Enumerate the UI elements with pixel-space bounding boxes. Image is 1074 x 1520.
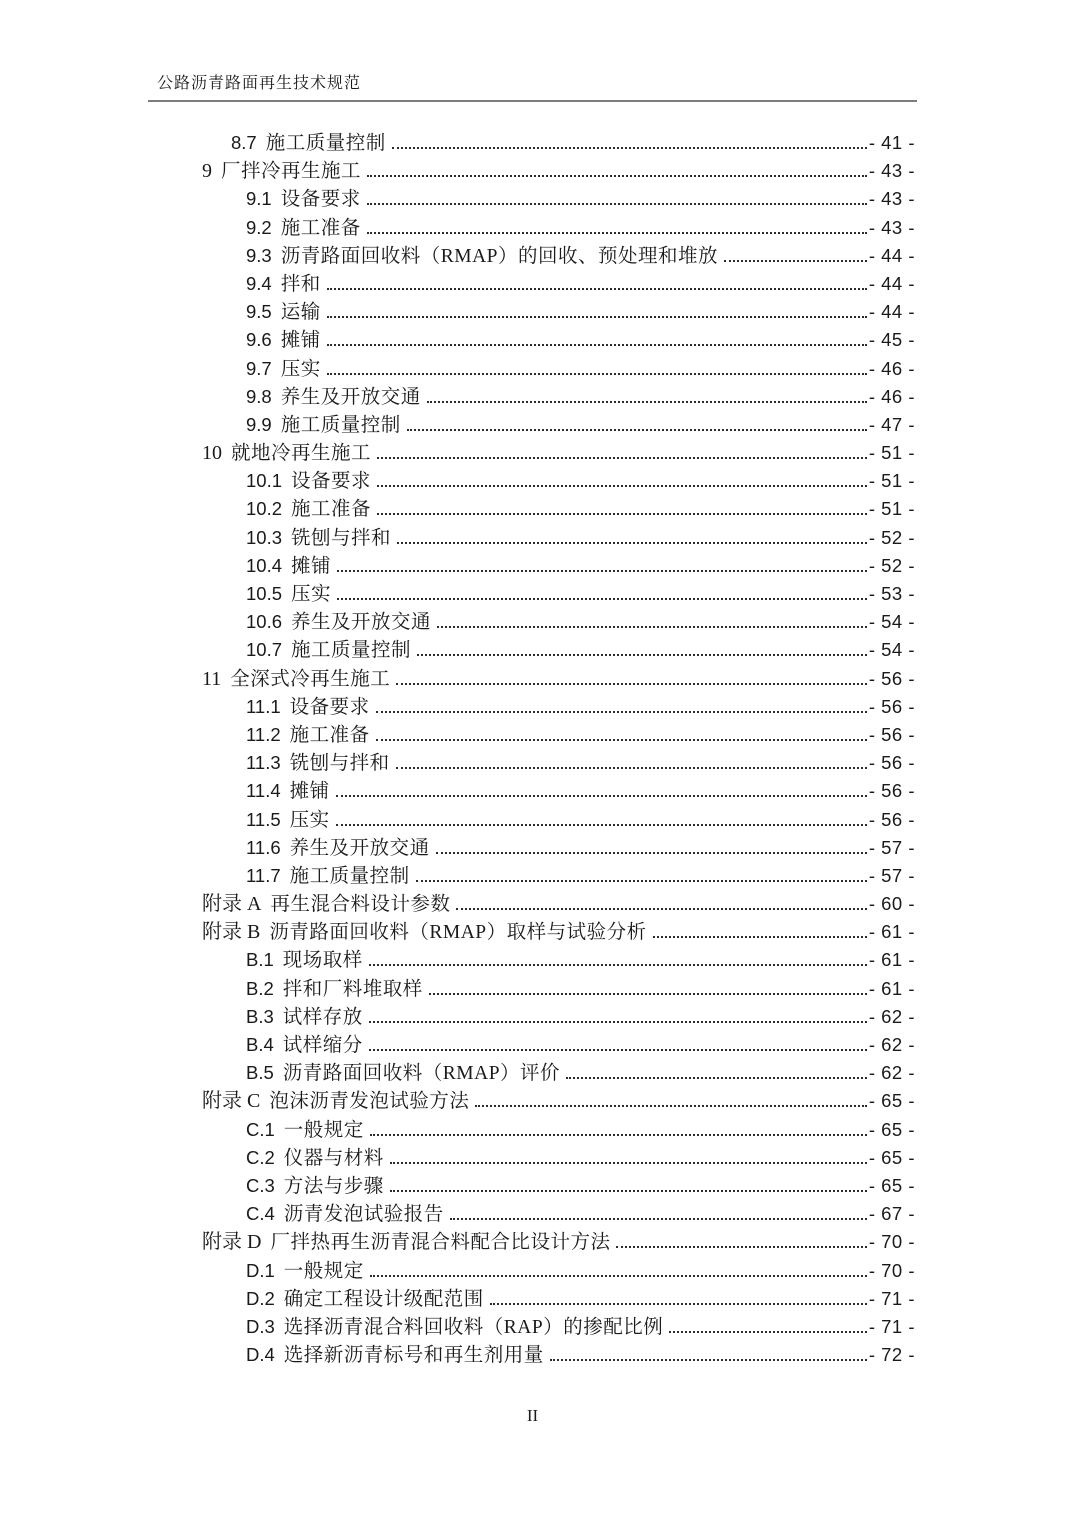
toc-entry-page: - 57 - bbox=[868, 864, 915, 886]
toc-entry-number: 附录 C bbox=[202, 1090, 261, 1113]
toc-entry[interactable] bbox=[202, 918, 915, 946]
leader-dots bbox=[367, 170, 867, 177]
toc-entry-number: 附录 D bbox=[202, 1231, 262, 1254]
toc-entry-number: D.4 bbox=[246, 1344, 275, 1366]
toc-entry-page: - 62 - bbox=[868, 1005, 915, 1027]
toc-entry-number: C.1 bbox=[246, 1118, 275, 1140]
leader-dots bbox=[390, 1185, 867, 1192]
toc-entry-page: - 72 - bbox=[868, 1344, 915, 1366]
toc-entry-title: 仪器与材料 bbox=[283, 1147, 384, 1169]
leader-dots bbox=[367, 198, 867, 205]
toc-entry[interactable] bbox=[202, 749, 915, 777]
toc-entry[interactable] bbox=[202, 1228, 915, 1256]
toc-entry-page: - 70 - bbox=[868, 1259, 915, 1281]
toc-entry-title: 试样缩分 bbox=[282, 1035, 363, 1056]
toc-entry-page: - 57 - bbox=[868, 836, 915, 858]
toc-entry-title: 压实 bbox=[291, 584, 332, 605]
toc-entry[interactable] bbox=[202, 580, 915, 608]
leader-dots bbox=[550, 1354, 867, 1361]
toc-entry-title: 施工准备 bbox=[280, 217, 361, 239]
leader-dots bbox=[396, 678, 867, 685]
toc-entry[interactable] bbox=[202, 1341, 915, 1369]
toc-entry-number: B.3 bbox=[246, 1005, 274, 1027]
toc-entry[interactable] bbox=[202, 129, 915, 157]
toc-entry-title: 养生及开放交通 bbox=[280, 386, 421, 408]
toc-entry-number: 9.4 bbox=[246, 272, 272, 294]
toc-entry-page: - 54 - bbox=[868, 611, 915, 633]
toc-entry[interactable] bbox=[202, 383, 915, 411]
toc-entry-number: C.3 bbox=[246, 1174, 275, 1196]
toc-entry[interactable] bbox=[202, 975, 915, 1003]
leader-dots bbox=[566, 1072, 867, 1079]
leader-dots bbox=[370, 1129, 867, 1136]
toc-entry-page: - 71 - bbox=[868, 1287, 915, 1309]
leader-dots bbox=[407, 424, 867, 431]
toc-entry[interactable] bbox=[202, 467, 915, 495]
toc-entry[interactable] bbox=[202, 806, 915, 834]
toc-entry[interactable] bbox=[202, 721, 915, 749]
toc-entry-title: 摊铺 bbox=[289, 781, 330, 803]
toc-entry[interactable] bbox=[202, 185, 915, 213]
toc-entry-title: 确定工程设计级配范围 bbox=[283, 1288, 484, 1310]
toc-entry-page: - 52 - bbox=[868, 554, 915, 576]
toc-entry[interactable] bbox=[202, 552, 915, 580]
toc-entry-page: - 44 - bbox=[868, 244, 915, 266]
toc-entry-title: 设备要求 bbox=[280, 189, 361, 211]
toc-entry-page: - 61 - bbox=[868, 977, 915, 999]
toc-entry-number: 9.1 bbox=[246, 188, 272, 210]
toc-entry[interactable] bbox=[202, 1285, 915, 1313]
toc-entry[interactable] bbox=[202, 355, 915, 383]
toc-entry[interactable] bbox=[202, 214, 915, 242]
toc-entry-title: 厂拌冷再生施工 bbox=[221, 161, 362, 183]
toc-entry-title: 选择新沥青标号和再生剂用量 bbox=[283, 1345, 544, 1367]
toc-entry[interactable] bbox=[202, 524, 915, 552]
toc-entry-number: 10 bbox=[202, 442, 222, 465]
toc-entry-page: - 61 - bbox=[868, 949, 915, 971]
toc-entry-number: 11.6 bbox=[246, 836, 281, 858]
toc-entry-page: - 51 - bbox=[868, 442, 915, 464]
leader-dots bbox=[337, 593, 867, 600]
leader-dots bbox=[390, 1157, 867, 1164]
toc-entry-number: 9.6 bbox=[246, 329, 272, 351]
toc-entry-title: 沥青路面回收料（RMAP）的回收、预处理和堆放 bbox=[280, 245, 718, 267]
toc-entry-page: - 56 - bbox=[868, 780, 915, 802]
toc-entry[interactable] bbox=[202, 890, 915, 918]
toc-entry-title: 设备要求 bbox=[291, 471, 372, 493]
leader-dots bbox=[376, 706, 867, 713]
toc-entry-number: B.1 bbox=[246, 949, 274, 971]
leader-dots bbox=[427, 396, 867, 403]
toc-entry-page: - 43 - bbox=[868, 216, 915, 238]
leader-dots bbox=[490, 1298, 867, 1305]
toc-entry-number: D.1 bbox=[246, 1259, 275, 1281]
toc-entry-number: 9.2 bbox=[246, 216, 272, 238]
toc-entry-number: 附录 A bbox=[202, 893, 262, 916]
toc-entry[interactable] bbox=[202, 326, 915, 354]
toc-entry[interactable] bbox=[202, 1313, 915, 1341]
toc-entry-number: 附录 B bbox=[202, 921, 261, 944]
toc-entry-title: 泡沫沥青发泡试验方法 bbox=[269, 1091, 470, 1113]
toc-entry-page: - 65 - bbox=[868, 1146, 915, 1168]
toc-entry-number: B.4 bbox=[246, 1034, 274, 1055]
toc-entry[interactable] bbox=[202, 439, 915, 467]
leader-dots bbox=[616, 1241, 866, 1248]
toc-entry-page: - 56 - bbox=[868, 695, 915, 717]
leader-dots bbox=[436, 847, 867, 854]
toc-entry-number: 11 bbox=[202, 667, 222, 690]
toc-entry-title: 一般规定 bbox=[283, 1119, 364, 1141]
leader-dots bbox=[392, 142, 867, 149]
toc-entry-title: 厂拌热再生沥青混合料配合比设计方法 bbox=[270, 1232, 611, 1254]
toc-entry-number: 11.5 bbox=[246, 808, 281, 830]
toc-entry-title: 全深式冷再生施工 bbox=[230, 668, 391, 690]
toc-entry-number: D.2 bbox=[246, 1287, 275, 1309]
toc-entry-number: 10.5 bbox=[246, 583, 283, 604]
leader-dots bbox=[369, 1044, 867, 1051]
toc-entry-title: 压实 bbox=[280, 358, 321, 380]
toc-entry-page: - 61 - bbox=[868, 921, 915, 943]
toc-entry[interactable] bbox=[202, 298, 915, 326]
leader-dots bbox=[369, 1016, 867, 1023]
toc-entry-title: 再生混合料设计参数 bbox=[270, 894, 451, 916]
leader-dots bbox=[336, 790, 867, 797]
leader-dots bbox=[376, 734, 867, 741]
leader-dots bbox=[397, 537, 867, 544]
toc-entry-page: - 67 - bbox=[868, 1203, 915, 1225]
leader-dots bbox=[396, 762, 867, 769]
toc-entry-title: 摊铺 bbox=[291, 555, 332, 577]
toc-entry-title: 养生及开放交通 bbox=[289, 837, 430, 859]
toc-entry[interactable] bbox=[202, 1257, 915, 1285]
leader-dots bbox=[724, 255, 867, 262]
toc-entry[interactable] bbox=[202, 1116, 915, 1144]
toc-entry-title: 运输 bbox=[280, 302, 321, 324]
toc-entry-number: 11.7 bbox=[246, 864, 281, 886]
toc-entry-number: 11.3 bbox=[246, 752, 281, 774]
toc-entry-page: - 65 - bbox=[868, 1118, 915, 1140]
toc-entry[interactable] bbox=[202, 1200, 915, 1228]
toc-entry-number: 9.9 bbox=[246, 413, 272, 435]
toc-entry[interactable] bbox=[202, 242, 915, 270]
leader-dots bbox=[417, 649, 867, 656]
leader-dots bbox=[327, 368, 867, 375]
toc-entry-title: 铣刨与拌和 bbox=[289, 753, 390, 775]
leader-dots bbox=[327, 339, 867, 346]
toc-entry-title: 施工质量控制 bbox=[280, 414, 401, 436]
leader-dots bbox=[377, 452, 867, 459]
leader-dots bbox=[429, 988, 867, 995]
toc-entry-page: - 56 - bbox=[868, 723, 915, 745]
toc-entry[interactable] bbox=[202, 270, 915, 298]
toc-entry-page: - 46 - bbox=[868, 385, 915, 407]
toc-entry-title: 压实 bbox=[289, 809, 330, 831]
toc-entry[interactable] bbox=[202, 1172, 915, 1200]
toc-entry[interactable] bbox=[202, 693, 915, 721]
toc-entry-title: 铣刨与拌和 bbox=[291, 527, 392, 549]
toc-entry-title: 选择沥青混合料回收料（RAP）的掺配比例 bbox=[283, 1316, 664, 1338]
toc-entry-number: 10.2 bbox=[246, 498, 283, 520]
toc-entry-page: - 56 - bbox=[868, 752, 915, 774]
toc-entry-page: - 54 - bbox=[868, 639, 915, 661]
toc-entry-page: - 60 - bbox=[868, 893, 915, 915]
toc-entry-page: - 71 - bbox=[868, 1315, 915, 1337]
toc-entry-title: 养生及开放交通 bbox=[291, 612, 432, 634]
toc-entry-title: 沥青路面回收料（RMAP）取样与试验分析 bbox=[269, 922, 647, 944]
toc-entry-title: 现场取样 bbox=[282, 950, 363, 972]
toc-entry-number: B.2 bbox=[246, 977, 274, 999]
toc-entry-number: 10.4 bbox=[246, 554, 283, 576]
leader-dots bbox=[669, 1326, 867, 1333]
toc-entry-page: - 44 - bbox=[868, 272, 915, 294]
toc-entry-number: C.4 bbox=[246, 1203, 275, 1225]
leader-dots bbox=[475, 1100, 866, 1107]
toc-entry-title: 试样存放 bbox=[282, 1006, 363, 1028]
toc-entry[interactable] bbox=[202, 1087, 915, 1115]
toc-entry[interactable] bbox=[202, 1059, 915, 1087]
toc-entry-title: 设备要求 bbox=[289, 696, 370, 718]
toc-entry-page: - 46 - bbox=[868, 357, 915, 379]
leader-dots bbox=[437, 621, 867, 628]
toc-entry-number: 8.7 bbox=[231, 132, 257, 153]
toc-entry-page: - 62 - bbox=[868, 1062, 915, 1084]
toc-entry-number: 10.1 bbox=[246, 470, 283, 492]
toc-entry[interactable] bbox=[202, 946, 915, 974]
leader-dots bbox=[367, 227, 867, 234]
toc-entry-title: 施工准备 bbox=[289, 724, 370, 746]
toc-list bbox=[202, 129, 915, 1369]
toc-entry[interactable] bbox=[202, 411, 915, 439]
toc-entry-number: D.3 bbox=[246, 1315, 275, 1337]
toc-entry-page: - 43 - bbox=[868, 188, 915, 210]
toc-entry[interactable] bbox=[202, 665, 915, 693]
leader-dots bbox=[456, 903, 866, 910]
toc-entry[interactable] bbox=[202, 862, 915, 890]
leader-dots bbox=[369, 959, 867, 966]
toc-entry-title: 就地冷再生施工 bbox=[231, 443, 372, 465]
toc-entry-title: 施工质量控制 bbox=[289, 865, 410, 887]
toc-entry-number: 9.8 bbox=[246, 385, 272, 407]
toc-entry-page: - 53 - bbox=[868, 583, 915, 604]
toc-entry-page: - 51 - bbox=[868, 470, 915, 492]
toc-entry-number: 10.7 bbox=[246, 639, 283, 661]
leader-dots bbox=[377, 480, 867, 487]
toc-entry-number: C.2 bbox=[246, 1146, 275, 1168]
toc-entry-page: - 52 - bbox=[868, 526, 915, 548]
toc-entry-number: 11.2 bbox=[246, 723, 281, 745]
toc-entry-page: - 70 - bbox=[868, 1231, 915, 1253]
toc-entry-page: - 44 - bbox=[868, 301, 915, 323]
toc-entry-number: 9.5 bbox=[246, 301, 272, 323]
toc-entry-title: 一般规定 bbox=[283, 1260, 364, 1282]
toc-entry[interactable] bbox=[202, 157, 915, 185]
header-rule bbox=[148, 100, 917, 102]
leader-dots bbox=[653, 931, 867, 938]
toc-entry-page: - 47 - bbox=[868, 413, 915, 435]
toc-entry-page: - 51 - bbox=[868, 498, 915, 520]
toc-entry-title: 拌和 bbox=[280, 273, 321, 295]
toc-entry-number: 9 bbox=[202, 160, 212, 183]
toc-entry-page: - 43 - bbox=[868, 160, 915, 182]
toc-entry-number: 9.3 bbox=[246, 244, 272, 266]
toc-entry[interactable] bbox=[202, 1031, 915, 1059]
toc-entry-title: 施工质量控制 bbox=[265, 133, 386, 154]
toc-entry[interactable] bbox=[202, 608, 915, 636]
toc-entry-number: 10.3 bbox=[246, 526, 283, 548]
leader-dots bbox=[327, 311, 867, 318]
toc-entry-page: - 41 - bbox=[868, 132, 915, 153]
toc-entry-number: 9.7 bbox=[246, 357, 272, 379]
header-title: 公路沥青路面再生技术规范 bbox=[157, 75, 362, 92]
leader-dots bbox=[327, 283, 867, 290]
toc-entry-title: 方法与步骤 bbox=[283, 1175, 384, 1197]
toc-entry-title: 摊铺 bbox=[280, 330, 321, 352]
toc-entry[interactable] bbox=[202, 834, 915, 862]
leader-dots bbox=[337, 565, 867, 572]
toc-entry-number: 11.4 bbox=[246, 780, 281, 802]
toc-entry-page: - 56 - bbox=[868, 808, 915, 830]
leader-dots bbox=[377, 508, 867, 515]
toc-entry[interactable] bbox=[202, 636, 915, 664]
toc-entry-title: 沥青路面回收料（RMAP）评价 bbox=[282, 1063, 561, 1085]
leader-dots bbox=[416, 875, 867, 882]
toc-entry-page: - 65 - bbox=[868, 1174, 915, 1196]
toc-entry-page: - 56 - bbox=[868, 667, 915, 689]
toc-entry[interactable] bbox=[202, 1144, 915, 1172]
toc-entry-number: 11.1 bbox=[246, 695, 281, 717]
toc-entry-number: B.5 bbox=[246, 1062, 274, 1084]
toc-entry[interactable] bbox=[202, 777, 915, 805]
toc-entry[interactable] bbox=[202, 1003, 915, 1031]
toc-entry-title: 沥青发泡试验报告 bbox=[283, 1204, 444, 1226]
leader-dots bbox=[336, 819, 867, 826]
toc-entry[interactable] bbox=[202, 495, 915, 523]
leader-dots bbox=[450, 1213, 867, 1220]
toc-entry-title: 施工准备 bbox=[291, 499, 372, 521]
leader-dots bbox=[370, 1270, 867, 1277]
toc-entry-number: 10.6 bbox=[246, 611, 283, 633]
toc-entry-title: 拌和厂料堆取样 bbox=[282, 978, 423, 1000]
footer-page-number: II bbox=[526, 1406, 539, 1425]
toc-entry-title: 施工质量控制 bbox=[291, 640, 412, 662]
toc-entry-page: - 65 - bbox=[868, 1090, 915, 1112]
toc-entry-page: - 45 - bbox=[868, 329, 915, 351]
toc-entry-page: - 62 - bbox=[868, 1034, 915, 1055]
